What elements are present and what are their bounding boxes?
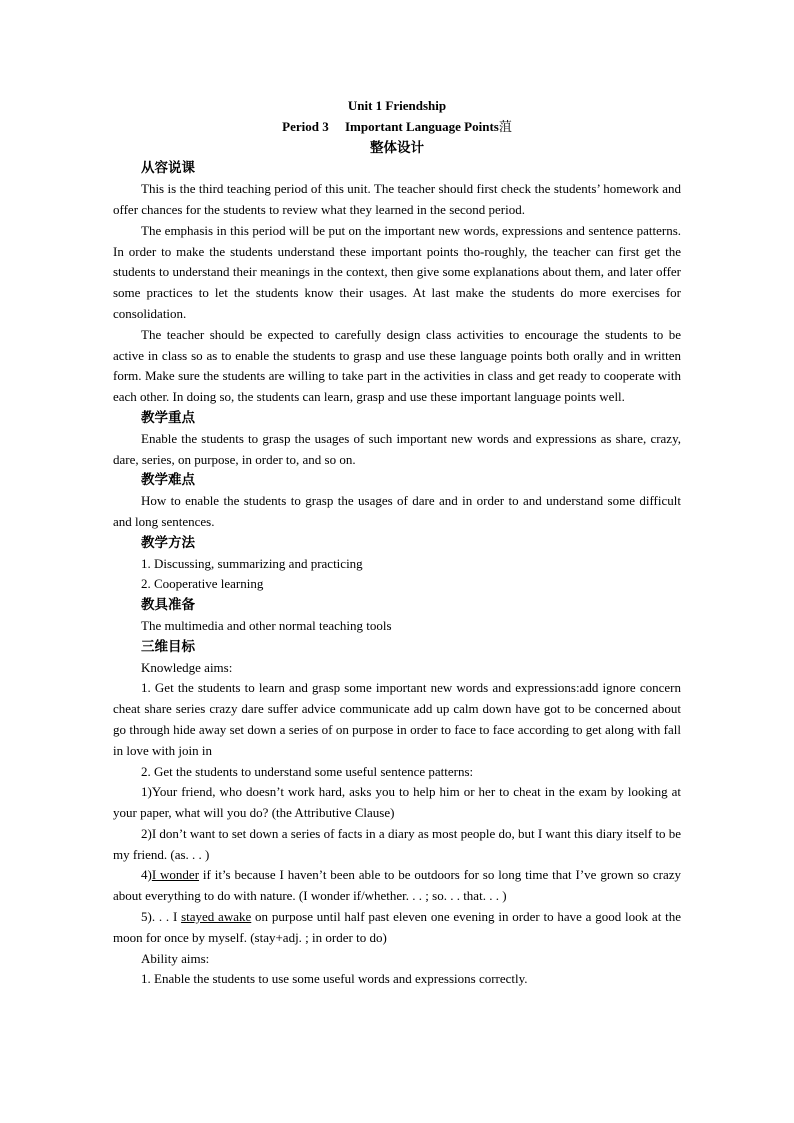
underlined-phrase: stayed awake xyxy=(181,909,252,925)
paragraph: The emphasis in this period will be put on the important new words, expressions and sentence patterns. In order to make the students understand these important points tho-roughly, the teacher can first get the students to understand their meanings in the context, then give some explanations about them, and later offer some practices to let the students know their usages. At last make the students do more exercises for consolidation. xyxy=(113,222,681,321)
subheading-knowledge: Knowledge aims: xyxy=(141,659,233,675)
list-item: 1. Enable the students to use some useful words and expressions correctly. xyxy=(141,971,528,987)
section-heading-tools: 教具准备 xyxy=(141,597,195,614)
sentence-pattern xyxy=(113,907,681,949)
paragraph: The teacher should be expected to carefully design class activities to encourage the students to be active in class so as to enable the students to grasp and use these language points both orally and in written form. Make sure the students are willing to take part in the activities in class and get ready to cooperate with each other. In doing so, the students can learn, grasp and use these important language points well. xyxy=(113,326,681,405)
pattern-text: on purpose until half past eleven one evening in order to have a good look at the moon for once by myself. (stay+adj. ; in order to do) xyxy=(113,909,681,945)
document-subtitle xyxy=(113,117,681,138)
list-item: 1. Discussing, summarizing and practicing xyxy=(141,555,363,571)
design-heading: 整体设计 xyxy=(370,139,424,156)
paragraph: The multimedia and other normal teaching tools xyxy=(141,617,392,633)
underlined-phrase: I wonder xyxy=(151,867,200,883)
paragraph: Enable the students to grasp the usages of such important new words and expressions as share, crazy, dare, series, on purpose, in order to, and so on. xyxy=(113,430,681,467)
pattern-text: if it’s because I haven’t been able to be outdoors for so long time that I’ve grown so crazy about everything to do with nature. (I wonder if/whether. . . ; so. . . that. . . ) xyxy=(113,867,681,904)
section-heading-aims: 三维目标 xyxy=(141,638,195,655)
sentence-pattern: 1)Your friend, who doesn’t work hard, asks you to help him or her to cheat in the exam by looking at your paper, what will you do? (the Attributive Clause) xyxy=(113,784,681,821)
sentence-pattern xyxy=(113,865,681,907)
list-item: 1. Get the students to learn and grasp some important new words and expressions:add ignore concern cheat share series crazy dare suffer advice communicate add up calm down have got to be concerned about go through hide away set down a series of on purpose in order to face to face according to get along with fall in love with join in xyxy=(113,680,681,758)
list-item: 2. Cooperative learning xyxy=(141,576,264,592)
subheading-ability: Ability aims: xyxy=(141,950,210,966)
list-item: 2. Get the students to understand some useful sentence patterns: xyxy=(141,763,474,779)
paragraph: How to enable the students to grasp the usages of dare and in order to and understand some difficult and long sentences. xyxy=(113,493,681,529)
subtitle-text: Period 3 Important Language Points xyxy=(282,118,499,134)
subtitle-mark: 菹 xyxy=(498,118,512,134)
sentence-pattern: 2)I don’t want to set down a series of facts in a diary as most people do, but I want this diary itself to be my friend. (as. . . ) xyxy=(113,825,681,862)
pattern-number: 5). . . I xyxy=(141,909,182,925)
section-heading-difficulties: 教学难点 xyxy=(141,472,195,489)
section-heading-intro: 从容说课 xyxy=(141,160,195,177)
pattern-number: 4) xyxy=(141,867,152,883)
paragraph: This is the third teaching period of this unit. The teacher should first check the students’ homework and offer chances for the students to review what they learned in the second period. xyxy=(113,181,681,217)
document-title: Unit 1 Friendship xyxy=(347,98,447,113)
document-page xyxy=(113,96,681,990)
section-heading-methods: 教学方法 xyxy=(141,534,195,551)
section-heading-key-points: 教学重点 xyxy=(141,409,195,426)
